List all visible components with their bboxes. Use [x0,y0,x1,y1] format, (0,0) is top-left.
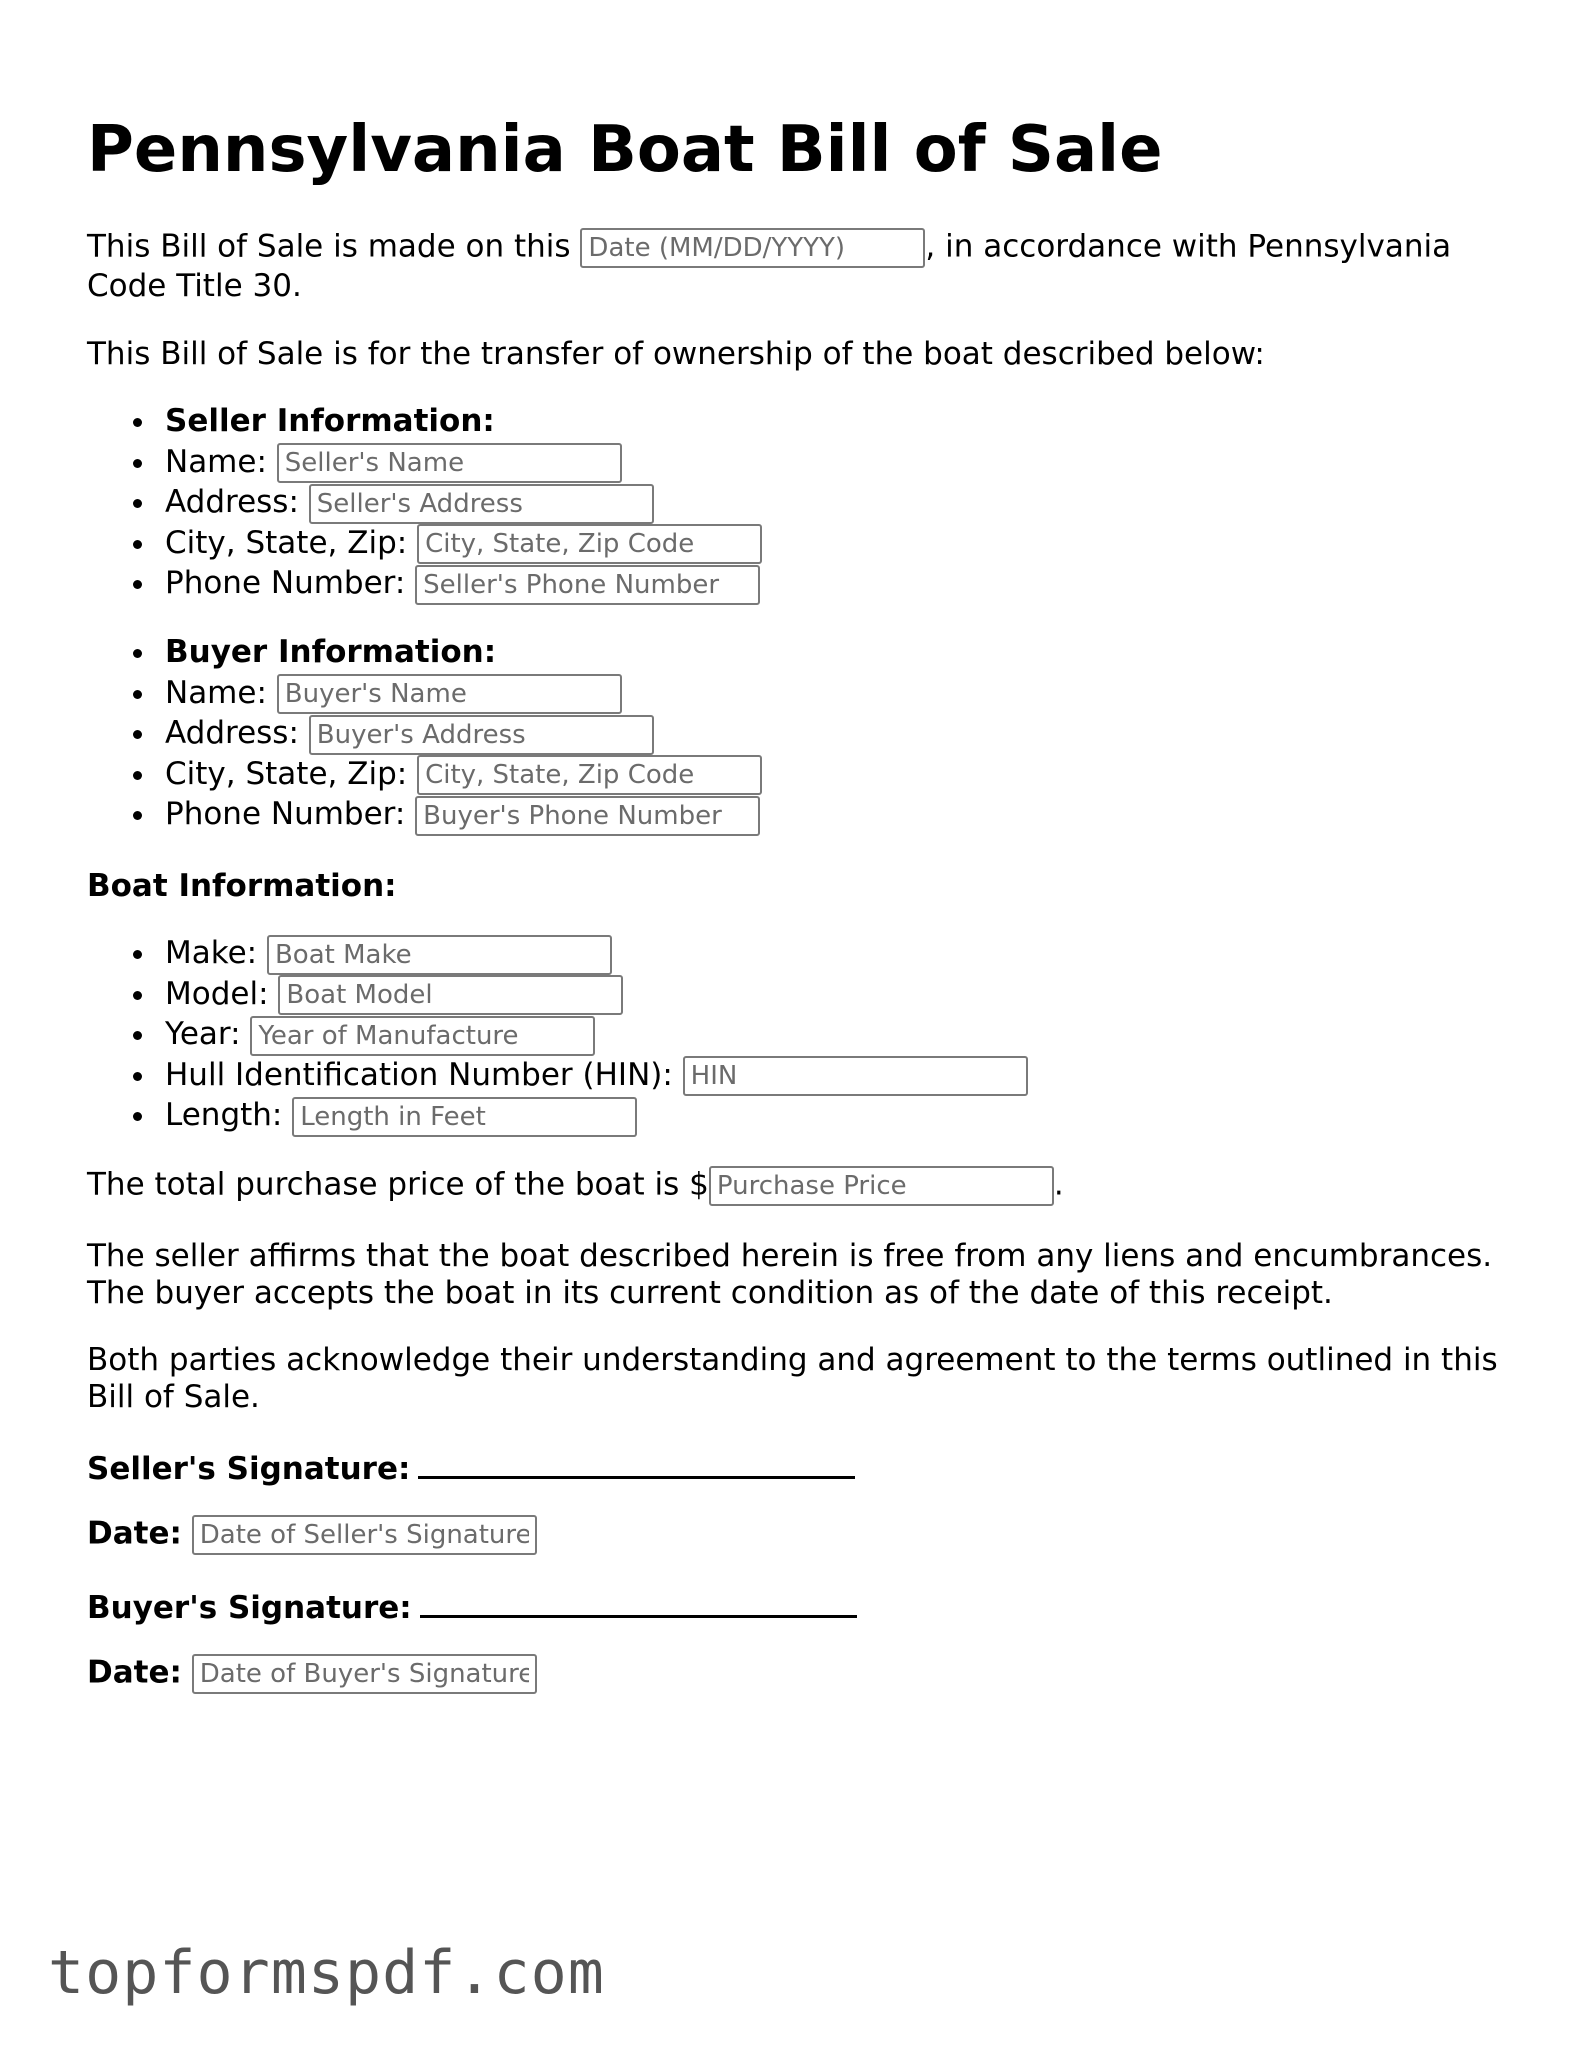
boat-model-item [87,974,1028,1015]
buyer-date-label: Date: [87,1654,182,1691]
buyer-name-label: Name: [165,674,267,711]
boat-length-input[interactable] [292,1097,637,1137]
boat-year-label: Year: [165,1016,241,1052]
seller-city-item [87,523,762,564]
page-title: Pennsylvania Boat Bill of Sale [87,113,1163,187]
seller-signature-date-input[interactable] [192,1515,537,1555]
buyer-signature-line[interactable] [420,1585,857,1618]
sale-date-input[interactable] [580,228,925,268]
seller-city-label: City, State, Zip: [165,524,408,561]
seller-name-label: Name: [165,443,267,480]
buyer-city-item [87,754,762,795]
seller-info-list [87,401,762,604]
boat-length-item [87,1095,1028,1136]
seller-signature-line[interactable] [418,1446,855,1479]
seller-heading-item [87,401,762,442]
buyer-address-label: Address: [165,715,299,751]
buyer-city-input[interactable] [417,755,762,795]
boat-model-label: Model: [165,975,269,1012]
seller-date-label: Date: [87,1515,182,1552]
buyer-phone-item [87,794,762,835]
price-paragraph [87,1166,1064,1206]
boat-hin-item [87,1055,1028,1096]
seller-name-item [87,442,762,483]
price-text-after: . [1053,1166,1064,1203]
intro-text-before: This Bill of Sale is made on this [87,228,581,265]
buyer-heading: Buyer Information: [165,634,497,670]
seller-heading: Seller Information: [165,403,495,439]
seller-city-input[interactable] [417,524,762,564]
watermark-text: topformspdf.com [48,1938,605,2008]
seller-phone-label: Phone Number: [165,565,406,601]
boat-hin-input[interactable] [683,1056,1028,1096]
seller-date-row [87,1515,537,1555]
liens-paragraph: The seller affirms that the boat described herein is free from any liens and encumbrances. The buyer accepts the boat in its current condition as of the date of this receipt. [87,1238,1493,1311]
buyer-heading-item [87,632,762,673]
buyer-signature-label: Buyer's Signature: [87,1590,412,1626]
intro-paragraph [87,228,1507,305]
buyer-city-label: City, State, Zip: [165,755,408,792]
buyer-name-item [87,673,762,714]
seller-phone-item [87,563,762,604]
buyer-info-list [87,632,762,835]
purchase-price-input[interactable] [709,1166,1054,1206]
buyer-phone-label: Phone Number: [165,796,406,832]
buyer-phone-input[interactable] [415,796,760,836]
seller-address-input[interactable] [309,484,654,524]
buyer-address-item [87,713,762,754]
boat-make-input[interactable] [267,935,612,975]
buyer-name-input[interactable] [277,674,622,714]
boat-info-list [87,933,1028,1136]
seller-name-input[interactable] [277,443,622,483]
buyer-signature-date-input[interactable] [192,1654,537,1694]
transfer-paragraph: This Bill of Sale is for the transfer of ownership of the boat described below: [87,336,1265,372]
boat-year-item [87,1014,1028,1055]
seller-address-item [87,482,762,523]
boat-model-input[interactable] [278,975,623,1015]
intro-text-after: , in accordance with Pennsylvania Code Title 30. [87,228,1452,304]
buyer-date-row [87,1654,537,1694]
seller-address-label: Address: [165,484,299,520]
buyer-signature-row [87,1585,857,1627]
boat-hin-label: Hull Identification Number (HIN): [165,1056,673,1093]
seller-phone-input[interactable] [415,565,760,605]
acknowledge-paragraph: Both parties acknowledge their understanding and agreement to the terms outlined in this Bill of Sale. [87,1342,1498,1415]
boat-year-input[interactable] [250,1016,595,1056]
seller-signature-row [87,1446,855,1488]
boat-length-label: Length: [165,1097,283,1133]
boat-make-item [87,933,1028,974]
boat-make-label: Make: [165,935,258,971]
seller-signature-label: Seller's Signature: [87,1451,411,1487]
price-text-before: The total purchase price of the boat is $ [87,1166,709,1203]
boat-info-heading: Boat Information: [87,868,397,904]
buyer-address-input[interactable] [309,715,654,755]
